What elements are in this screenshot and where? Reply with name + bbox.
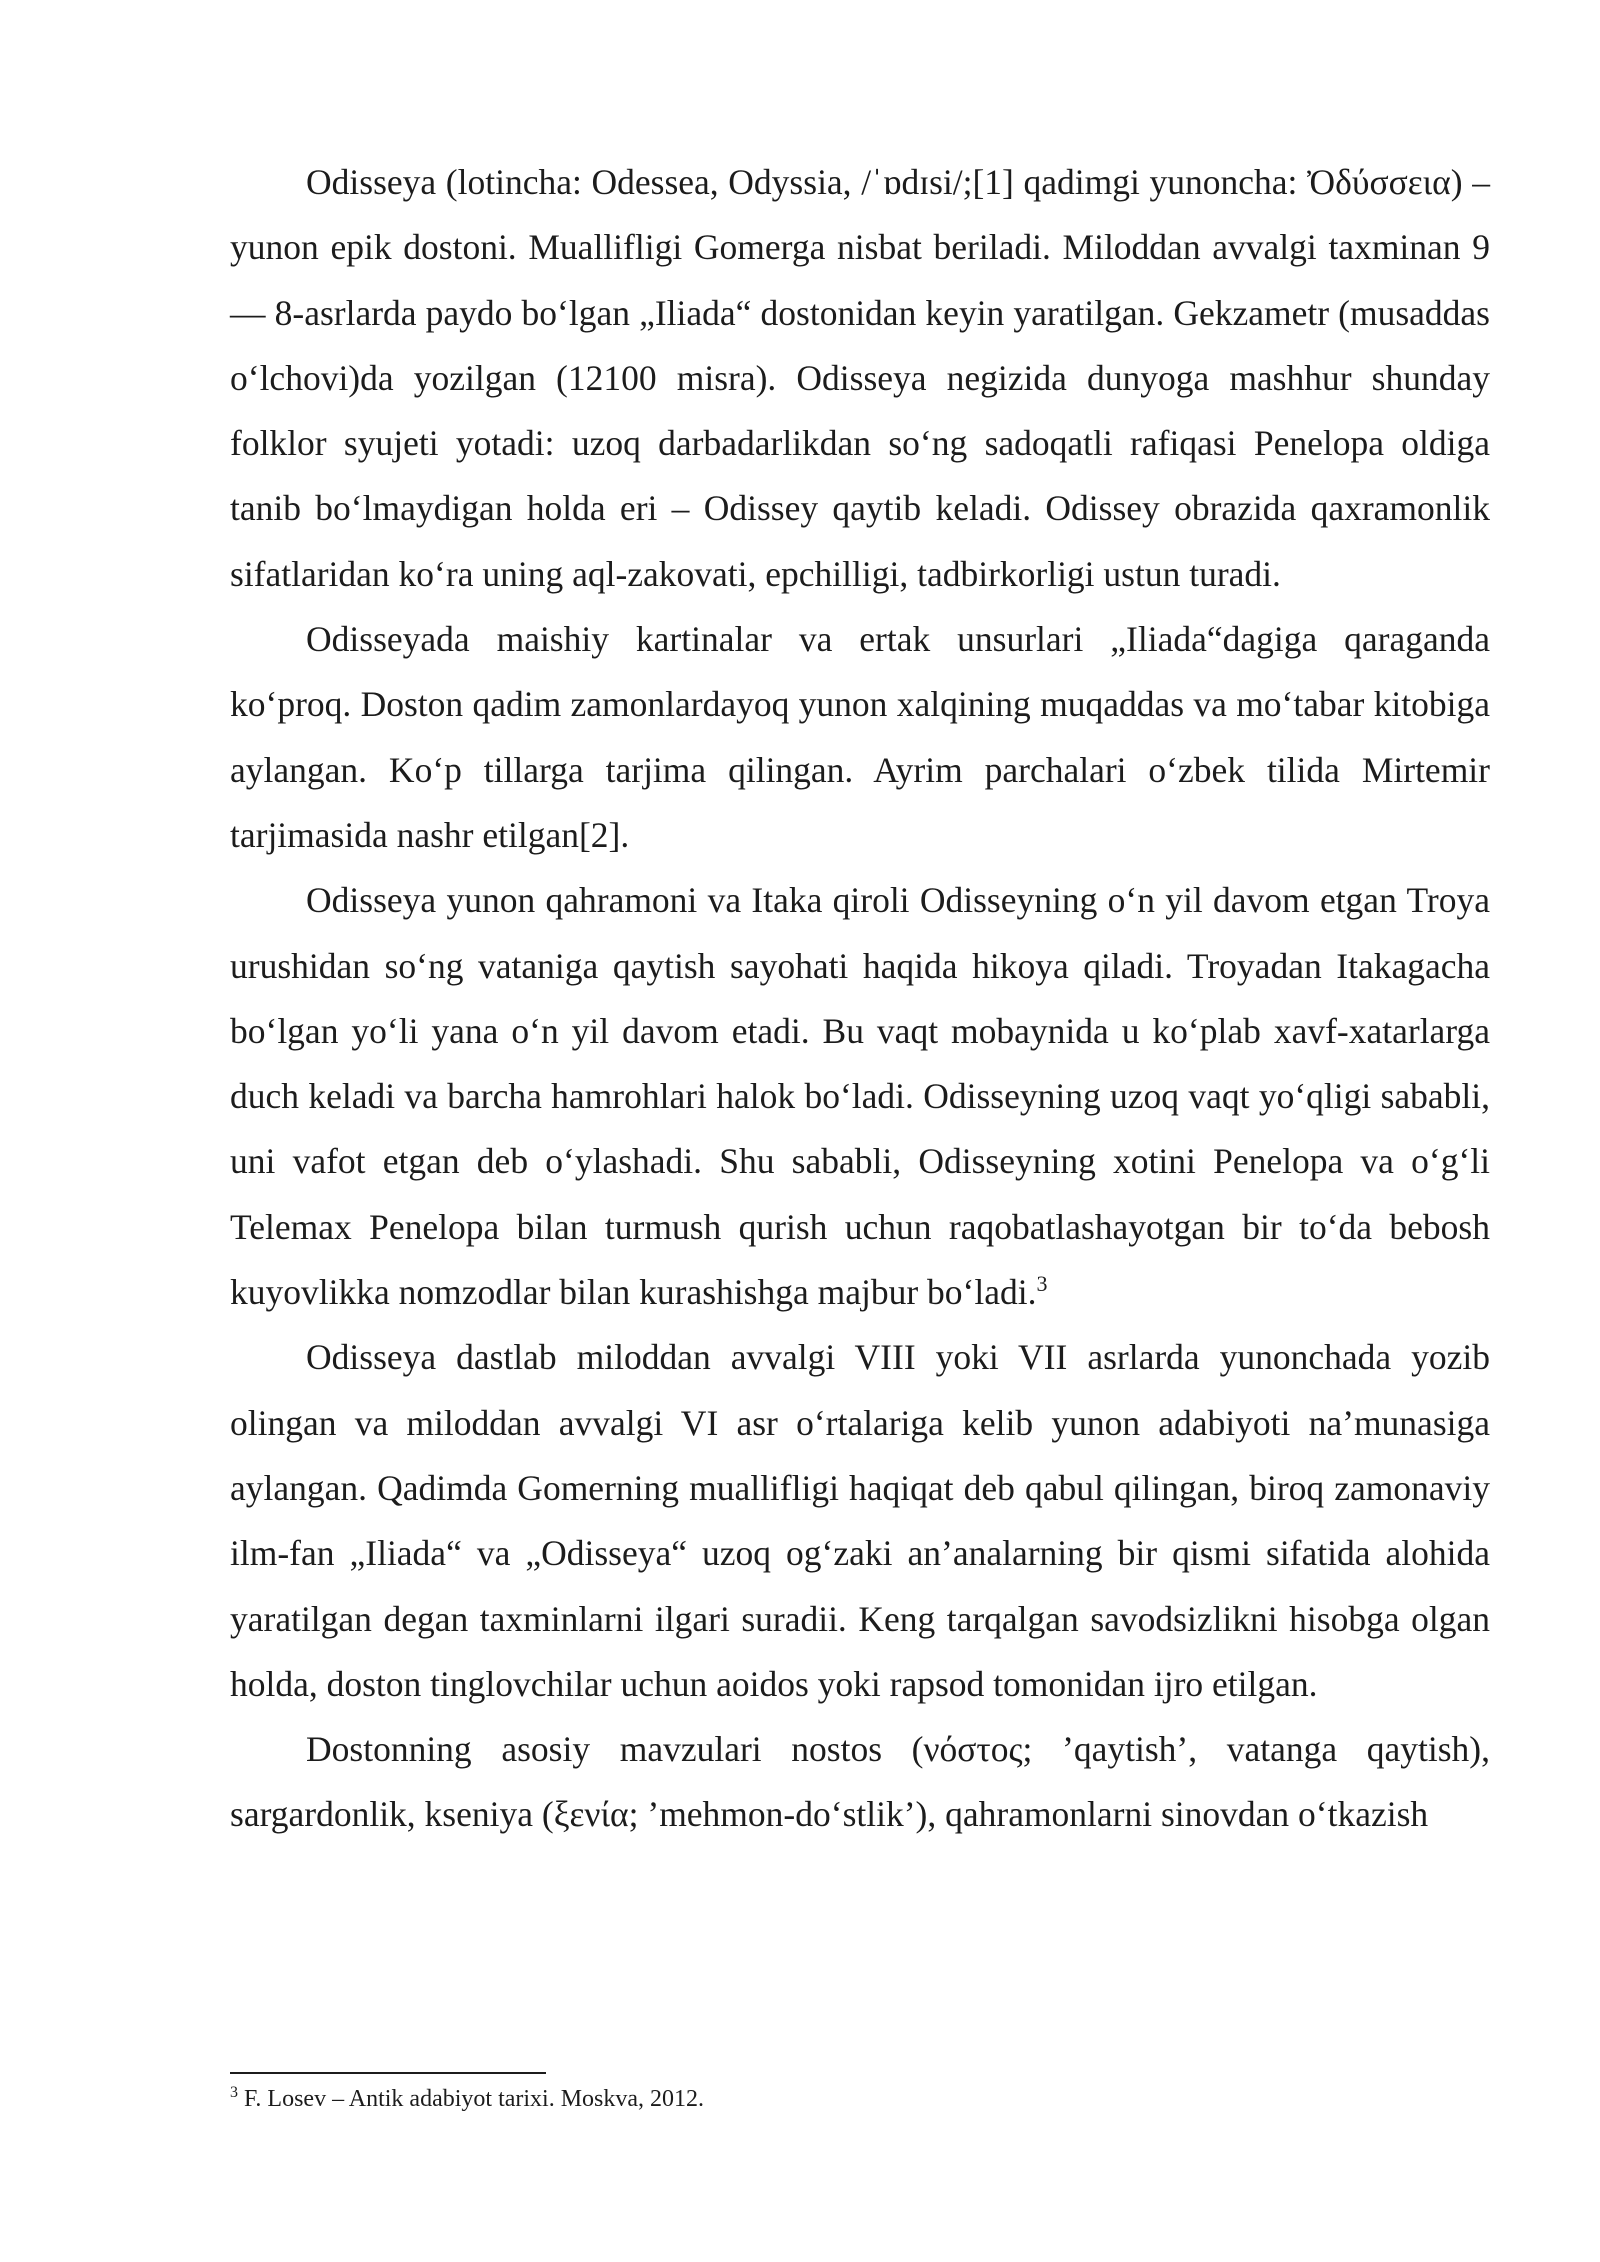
footnote	[230, 2083, 1490, 2115]
footnote-reference[interactable]: 3	[1036, 1271, 1048, 1297]
paragraph-3	[230, 868, 1490, 1325]
paragraph-1: Odisseya (lotincha: Odessea, Odyssia, /ˈɒdɪsi/;[1] qadimgi yunoncha: Ὀδύσσεια) – yunon epik dostoni. Muallifligi Gomerga nisbat beriladi. Miloddan avvalgi taxminan 9— 8-asrlarda paydo boʻlgan „Iliada“ dostonidan keyin yaratilgan. Gekzametr (musaddas oʻlchovi)da yozilgan (12100 misra). Odisseya negizida dunyoga mashhur shunday folklor syujeti yotadi: uzoq darbadarlikdan soʻng sadoqatli rafiqasi Penelopa oldiga tanib boʻlmaydigan holda eri – Odissey qaytib keladi. Odissey obrazida qaxramonlik sifatlaridan koʻra uning aql-zakovati, epchilligi, tadbirkorligi ustun turadi.	[230, 162, 1490, 594]
paragraph-3-text: Odisseya yunon qahramoni va Itaka qiroli Odisseyning oʻn yil davom etgan Troya urushidan soʻng vataniga qaytish sayohati haqida hikoya qiladi. Troyadan Itakagacha boʻlgan yoʻli yana oʻn yil davom etadi. Bu vaqt mobaynida u koʻplab xavf-xatarlarga duch keladi va barcha hamrohlari halok boʻladi. Odisseyning uzoq vaqt yoʻqligi sababli, uni vafot etgan deb oʻylashadi. Shu sababli, Odisseyning xotini Penelopa va oʻgʻli Telemax Penelopa bilan turmush qurish uchun raqobatlashayotgan bir toʻda bebosh kuyovlikka nomzodlar bilan kurashishga majbur boʻladi.	[230, 880, 1490, 1313]
paragraph-4: Odisseya dastlab miloddan avvalgi VIII yoki VII asrlarda yunonchada yozib olingan va miloddan avvalgi VI asr oʻrtalariga kelib yunon adabiyoti na’munasiga aylangan. Qadimda Gomerning muallifligi haqiqat deb qabul qilingan, biroq zamonaviy ilm-fan „Iliada“ va „Odisseya“ uzoq ogʻzaki an’analarning bir qismi sifatida alohida yaratilgan degan taxminlarni ilgari suradii. Keng tarqalgan savodsizlikni hisobga olgan holda, doston tinglovchilar uchun aoidos yoki rapsod tomonidan ijro etilgan.	[230, 1337, 1490, 1704]
paragraph-2: Odisseyada maishiy kartinalar va ertak unsurlari „Iliada“dagiga qaraganda koʻproq. Doston qadim zamonlardayoq yunon xalqining muqaddas va moʻtabar kitobiga aylangan. Koʻp tillarga tarjima qilingan. Ayrim parchalari oʻzbek tilida Mirtemir tarjimasida nashr etilgan[2].	[230, 619, 1490, 855]
footnote-number: 3	[230, 2084, 238, 2101]
body-text	[230, 150, 1490, 1848]
footnote-text: F. Losev – Antik adabiyot tarixi. Moskva, 2012.	[244, 2086, 705, 2112]
paragraph-5: Dostonning asosiy mavzulari nostos (νόστος; ’qaytish’, vatanga qaytish), sargardonlik, kseniya (ξενία; ’mehmon-doʻstlik’), qahramonlarni sinovdan oʻtkazish	[230, 1729, 1490, 1835]
footnote-separator	[230, 2072, 546, 2074]
